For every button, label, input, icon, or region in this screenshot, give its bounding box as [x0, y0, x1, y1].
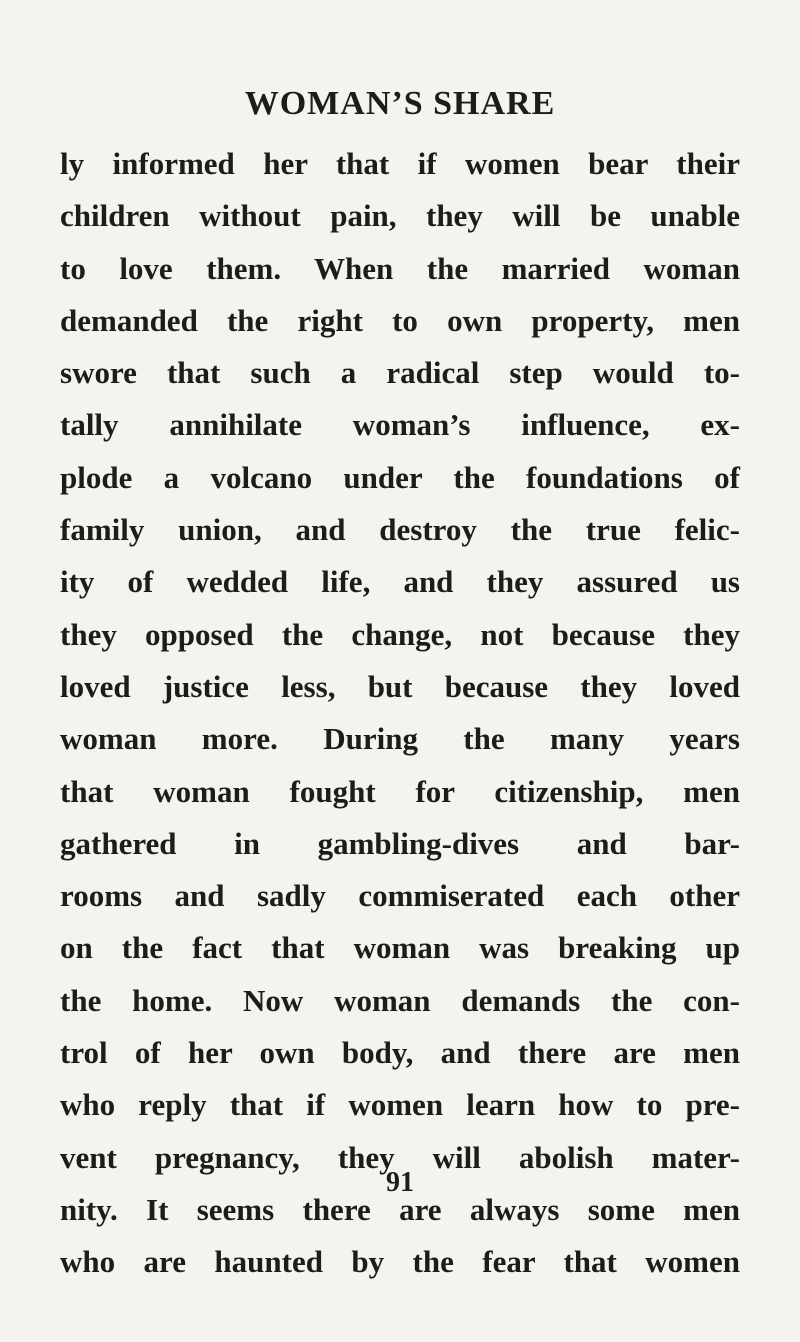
text-line: tally annihilate woman’s influence, ex-: [60, 407, 740, 443]
text-line: woman more. During the many years: [60, 721, 740, 757]
page-number: 91: [386, 1167, 414, 1198]
text-line: the home. Now woman demands the con-: [60, 982, 740, 1018]
text-line: on the fact that woman was breaking up: [60, 930, 740, 966]
text-line: gathered in gambling-dives and bar-: [60, 825, 740, 861]
text-line: family union, and destroy the true felic-: [60, 512, 740, 548]
text-line: they opposed the change, not because they: [60, 616, 740, 652]
text-line: demanded the right to own property, men: [60, 302, 740, 338]
text-line: children without pain, they will be unable: [60, 198, 740, 234]
text-line: that woman fought for citizenship, men: [60, 773, 740, 809]
text-line: loved justice less, but because they loved: [60, 668, 740, 704]
body-text: [60, 138, 740, 1289]
text-line: who reply that if women learn how to pre-: [60, 1087, 740, 1123]
text-line: swore that such a radical step would to-: [60, 355, 740, 391]
text-line: plode a volcano under the foundations of: [60, 459, 740, 495]
text-line: to love them. When the married woman: [60, 250, 740, 286]
text-line: vent pregnancy, they will abolish mater-: [60, 1139, 740, 1175]
text-line: nity. It seems there are always some men: [60, 1191, 740, 1227]
text-line: rooms and sadly commiserated each other: [60, 878, 740, 914]
text-line: ly informed her that if women bear their: [60, 146, 740, 181]
text-line: trol of her own body, and there are men: [60, 1035, 740, 1071]
text-line: who are haunted by the fear that women: [60, 1244, 740, 1280]
running-head: WOMAN’S SHARE: [244, 85, 556, 122]
text-line: ity of wedded life, and they assured us: [60, 564, 740, 600]
